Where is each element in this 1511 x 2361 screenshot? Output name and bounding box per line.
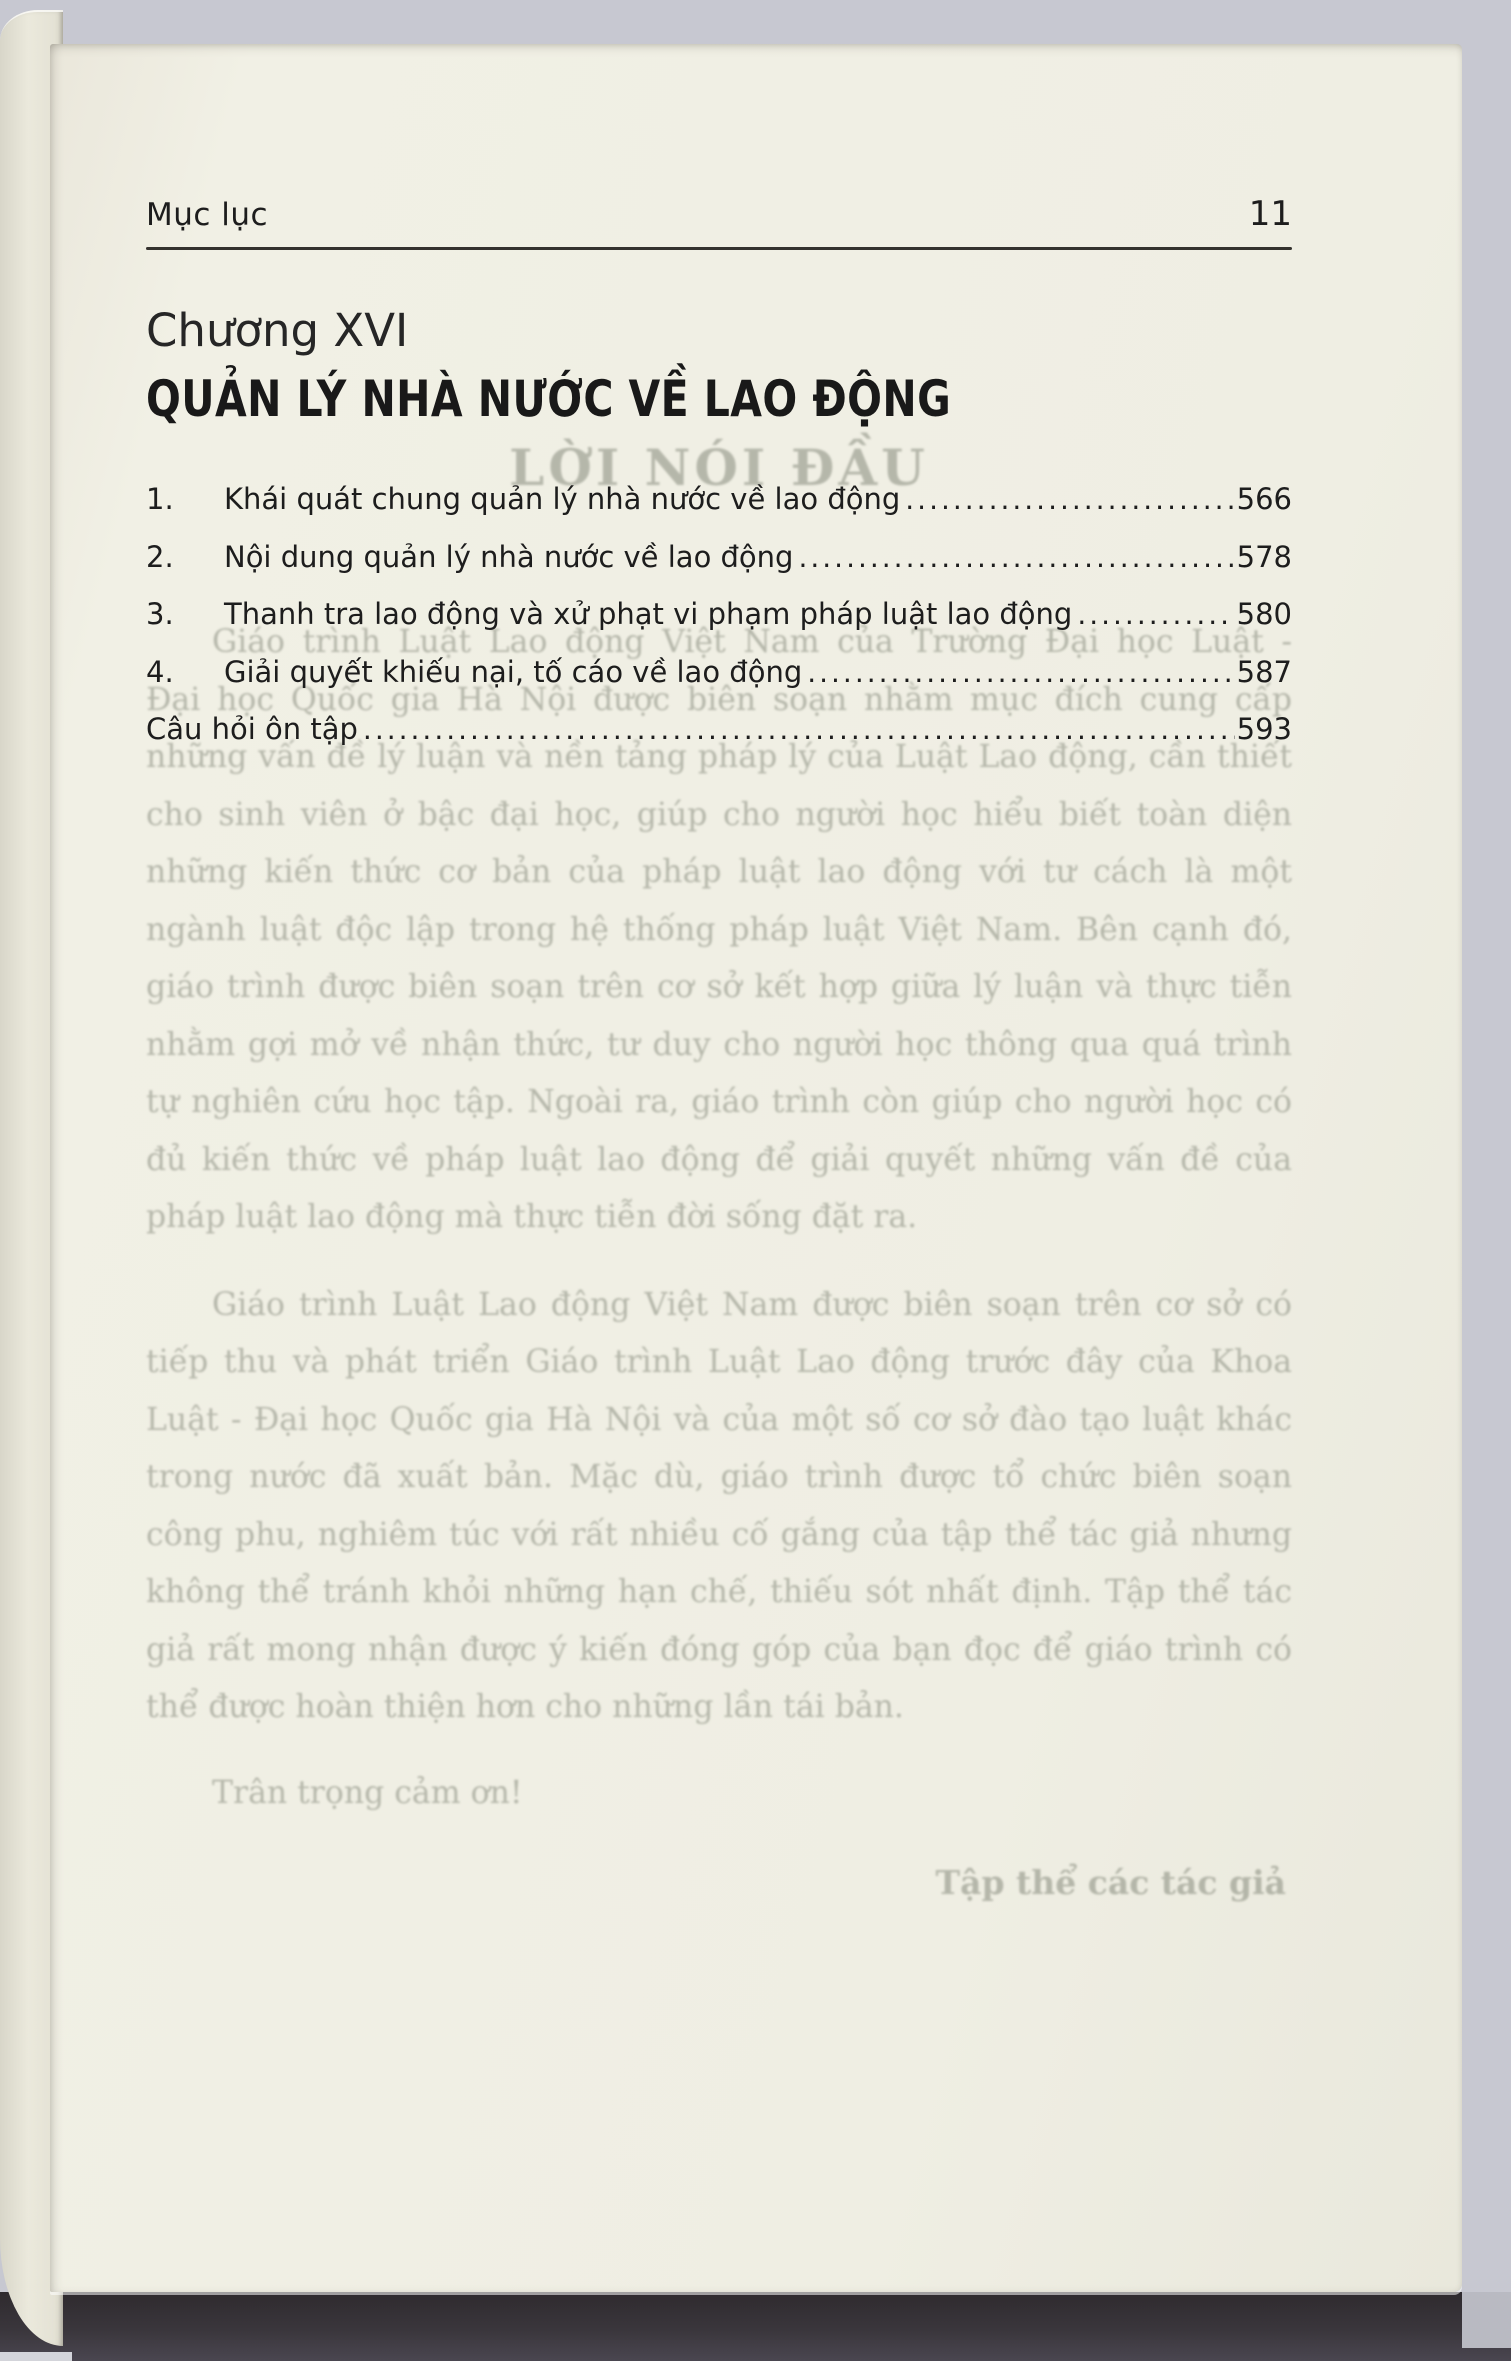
toc-entry-number: 2. [146,539,174,574]
toc-entry-number: 1. [146,482,174,516]
bleed-line: những vấn đề lý luận và nền tảng pháp lý của Luật Lao động, cần thiết [146,739,1292,775]
dark-table-surface [0,2292,1511,2361]
table-of-contents [146,471,1292,759]
bleed-line: đủ kiến thức về pháp luật lao động để giải quyết những vấn đề của [146,1141,1292,1178]
toc-entry [146,529,1292,587]
background-right-corner [1462,2292,1511,2348]
bleed-line: tự nghiên cứu học tập. Ngoài ra, giáo trình còn giúp cho người học có [146,1084,1292,1120]
bleed-line: Luật - Đại học Quốc gia Hà Nội và của một số cơ sở đào tạo luật khác [146,1401,1292,1438]
chapter-label: Chương XVI [146,304,409,357]
toc-leader-dots [363,701,1235,759]
bleed-line: giả rất mong nhận được ý kiến đóng góp của bạn đọc để giáo trình có [146,1631,1292,1668]
toc-entry-number: 3. [146,597,174,631]
bleed-paragraph-2 [146,1277,1292,1737]
toc-entry [146,586,1292,644]
bleed-line: pháp luật lao động mà thực tiễn đời sống đặt ra. [146,1199,918,1235]
toc-entry-label: Thanh tra lao động và xử phạt vi phạm pháp luật lao động [224,597,1073,631]
page-number: 11 [1248,194,1292,234]
floor-highlight [0,2352,72,2361]
bleed-line: công phu, nghiêm túc với rất nhiều cố gắng của tập thể tác giả nhưng [146,1516,1292,1553]
toc-entry-label: Khái quát chung quản lý nhà nước về lao động [224,482,901,516]
toc-entry-page: 580 [1236,597,1292,631]
toc-entry [146,644,1292,702]
chapter-title: QUẢN LÝ NHÀ NƯỚC VỀ LAO ĐỘNG [146,370,952,428]
bleed-line: tiếp thu và phát triển Giáo trình Luật Lao động trước đây của Khoa [146,1344,1292,1380]
toc-entry-label: Giải quyết khiếu nại, tố cáo về lao động [224,654,803,689]
toc-entry [146,701,1292,759]
bleed-line: ngành luật độc lập trong hệ thống pháp luật Việt Nam. Bên cạnh đó, [146,911,1292,948]
bleed-line: thể được hoàn thiện hơn cho những lần tái bản. [146,1689,904,1725]
toc-leader-dots [1077,586,1234,644]
toc-entry [146,471,1292,529]
bleed-line: Giáo trình Luật Lao động Việt Nam của Trường Đại học Luật - [212,624,1292,660]
header-rule [146,247,1292,250]
toc-entry-label: Câu hỏi ôn tập [146,712,358,746]
bleed-line: Giáo trình Luật Lao động Việt Nam được biên soạn trên cơ sở có [212,1286,1292,1323]
bleed-line: nhằm gợi mở về nhận thức, tư duy cho người học thông qua quá trình [146,1026,1292,1063]
toc-entry-page: 593 [1236,712,1292,746]
running-title: Mục lục [146,197,269,233]
toc-leader-dots [807,644,1234,702]
bleed-line: những kiến thức cơ bản của pháp luật lao động với tư cách là một [146,854,1292,890]
toc-entry-page: 578 [1236,539,1292,574]
bleed-closing: Trân trọng cảm ơn! [212,1774,523,1811]
toc-entry-number: 4. [146,654,174,689]
bleed-heading: LỜI NÓI ĐẦU [509,438,929,497]
toc-leader-dots [798,529,1234,587]
toc-entry-page: 587 [1236,654,1292,689]
toc-leader-dots [905,471,1234,529]
page-header [146,194,1292,234]
bleed-line: giáo trình được biên soạn trên cơ sở kết hợp giữa lý luận và thực tiễn [146,969,1292,1005]
bleed-line: Đại học Quốc gia Hà Nội được biên soạn nhằm mục đích cung cấp [146,681,1292,718]
toc-entry-page: 566 [1236,482,1292,516]
bleed-line: không thể tránh khỏi những hạn chế, thiếu sót nhất định. Tập thể tác [146,1574,1292,1610]
book-page [50,44,1462,2292]
bleed-signature: Tập thể các tác giả [935,1863,1286,1902]
toc-entry-label: Nội dung quản lý nhà nước về lao động [224,539,794,574]
bleed-line: cho sinh viên ở bậc đại học, giúp cho người học hiểu biết toàn diện [146,796,1292,833]
bleed-line: trong nước đã xuất bản. Mặc dù, giáo trình được tổ chức biên soạn [146,1459,1292,1495]
page-content [146,194,1292,759]
